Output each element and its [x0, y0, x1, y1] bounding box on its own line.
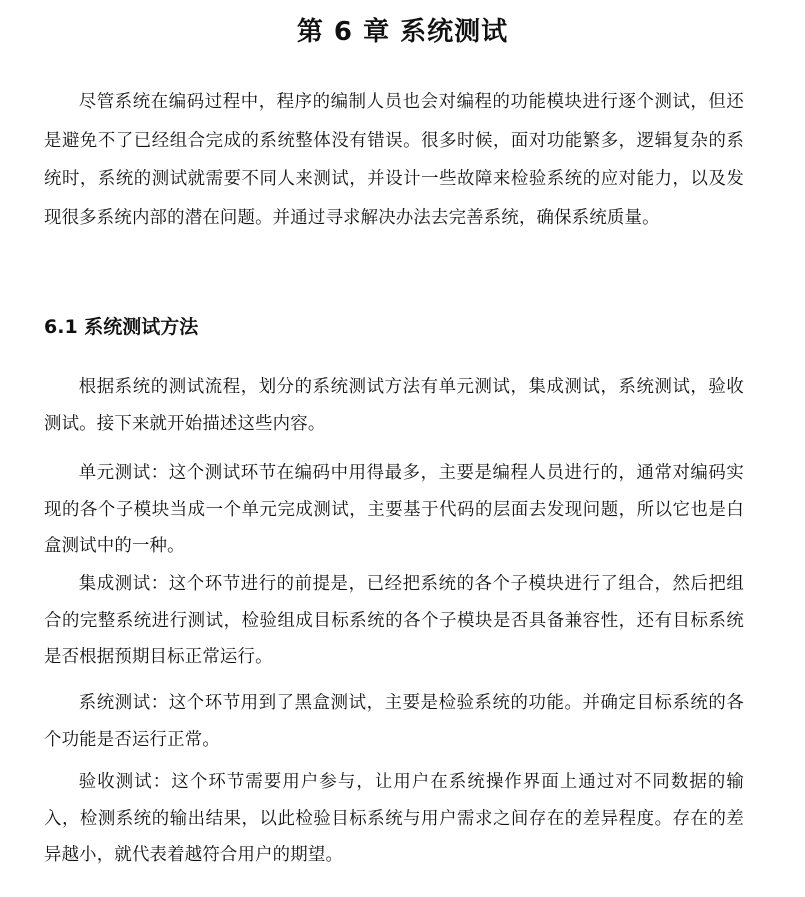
- section-paragraph-overview: 根据系统的测试流程，划分的系统测试方法有单元测试，集成测试，系统测试，验收测试。接下来就开始描述这些内容。: [44, 377, 744, 434]
- section-paragraph-acceptance-test: 验收测试：这个环节需要用户参与，让用户在系统操作界面上通过对不同数据的输入，检测系统的输出结果，以此检验目标系统与用户需求之间存在的差异程度。存在的差异越小，就代表着越符合用户的期望。: [44, 772, 744, 865]
- section-paragraph-system-test: 系统测试：这个环节用到了黑盒测试，主要是检验系统的功能。并确定目标系统的各个功能是否运行正常。: [44, 693, 744, 750]
- section-paragraph-unit-test: 单元测试：这个测试环节在编码中用得最多，主要是编程人员进行的，通常对编码实现的各个子模块当成一个单元完成测试，主要基于代码的层面去发现问题，所以它也是白盒测试中的一种。: [44, 463, 744, 556]
- chapter-title: 第 6 章 系统测试: [296, 17, 509, 47]
- section-paragraph-integration-test: 集成测试：这个环节进行的前提是，已经把系统的各个子模块进行了组合，然后把组合的完整系统进行测试，检验组成目标系统的各个子模块是否具备兼容性，还有目标系统是否根据预期目标正常运行。: [44, 574, 744, 667]
- section-title: 6.1 系统测试方法: [44, 316, 199, 338]
- intro-paragraph: 尽管系统在编码过程中，程序的编制人员也会对编程的功能模块进行逐个测试，但还是避免不了已经组合完成的系统整体没有错误。很多时候，面对功能繁多，逻辑复杂的系统时，系统的测试就需要不同人来测试，并设计一些故障来检验系统的应对能力，以及发现很多系统内部的潜在问题。并通过寻求解决办法去完善系统，确保系统质量。: [44, 92, 744, 228]
